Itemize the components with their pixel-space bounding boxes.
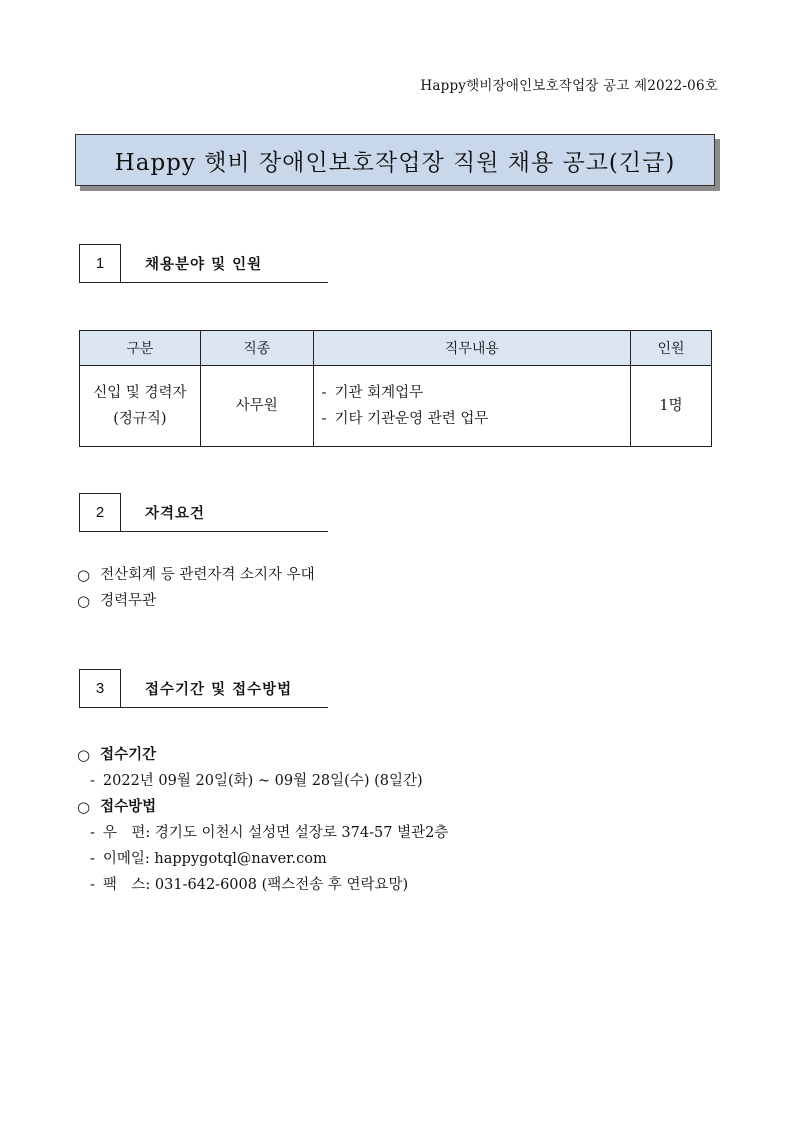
section-number-2: 2	[79, 493, 121, 531]
section-number-1: 1	[79, 244, 121, 282]
dash-mark: -	[90, 825, 95, 841]
table-row	[80, 366, 712, 447]
section-title-3: 접수기간 및 접수방법	[145, 681, 293, 698]
table-header-row	[80, 331, 712, 366]
circle-bullet-icon: ○	[77, 746, 91, 764]
section-title-1: 채용분야 및 인원	[145, 256, 263, 273]
circle-bullet-icon: ○	[77, 592, 91, 610]
document-number: Happy햇비장애인보호작업장 공고 제2022-06호	[420, 78, 718, 94]
dash-mark: -	[90, 851, 95, 867]
column-header-duties: 직무내용	[313, 331, 630, 366]
mail-address: - 우 편: 경기도 이천시 설성면 설장로 374-57 별관2층	[90, 825, 449, 841]
list-item: ○ 경력무관	[77, 588, 315, 614]
cell-category	[80, 366, 201, 447]
duty-item: - 기타 기관운영 관련 업무	[321, 411, 489, 427]
page-title: Happy 햇비 장애인보호작업장 직원 채용 공고(긴급)	[75, 134, 715, 186]
section-heading-3	[79, 669, 328, 708]
duty-item: - 기관 회계업무	[321, 385, 424, 401]
period-heading: ○ 접수기간	[77, 742, 448, 768]
section-heading-2	[79, 493, 328, 532]
cell-duties	[313, 366, 630, 447]
section-title-2: 자격요건	[145, 505, 206, 522]
circle-bullet-icon: ○	[77, 566, 91, 584]
cell-job-type: 사무원	[200, 366, 313, 447]
dash-mark: -	[90, 773, 95, 789]
recruitment-table	[79, 330, 712, 447]
circle-bullet-icon: ○	[77, 798, 91, 816]
period-detail: - 2022년 09월 20일(화) ~ 09월 28일(수) (8일간)	[90, 773, 423, 789]
email-address: - 이메일: happygotql@naver.com	[90, 851, 327, 867]
column-header-headcount: 인원	[631, 331, 712, 366]
category-line-2: (정규직)	[113, 411, 167, 427]
dash-mark: -	[90, 877, 95, 893]
cell-headcount: 1명	[631, 366, 712, 447]
qualification-list	[77, 562, 315, 614]
method-heading: ○ 접수방법	[77, 794, 448, 820]
list-item: ○ 전산회계 등 관련자격 소지자 우대	[77, 562, 315, 588]
section-heading-1	[79, 244, 328, 283]
dash-mark: -	[321, 411, 327, 427]
column-header-category: 구분	[80, 331, 201, 366]
section-number-3: 3	[79, 669, 121, 707]
category-line-1: 신입 및 경력자	[93, 385, 187, 401]
fax-number: - 팩 스: 031-642-6008 (팩스전송 후 연락요망)	[90, 877, 409, 893]
application-details	[77, 742, 448, 898]
column-header-job-type: 직종	[200, 331, 313, 366]
dash-mark: -	[321, 385, 327, 401]
